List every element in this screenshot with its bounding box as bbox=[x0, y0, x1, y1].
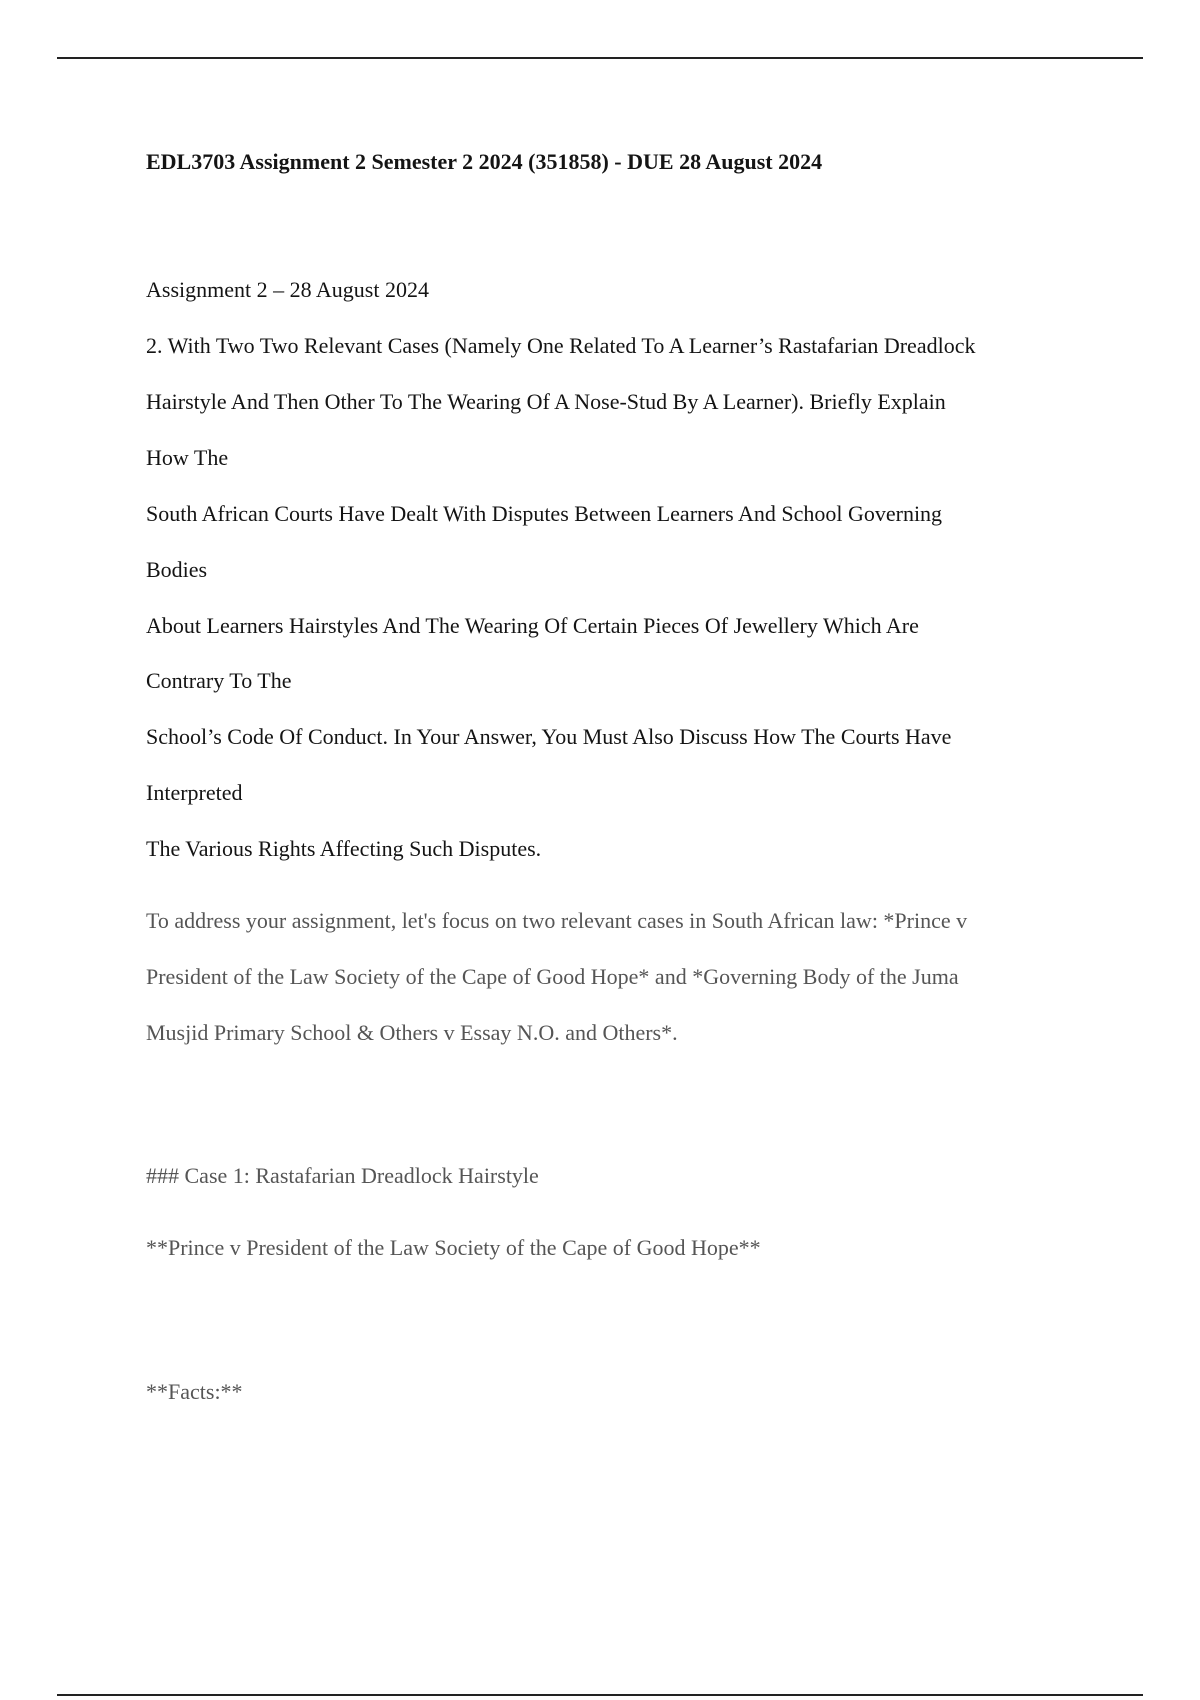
question-line: Interpreted bbox=[146, 780, 243, 805]
assignment-heading: Assignment 2 – 28 August 2024 bbox=[146, 277, 429, 302]
question-line: South African Courts Have Dealt With Disputes Between Learners And School Governing bbox=[146, 501, 943, 526]
question-line: The Various Rights Affecting Such Disputes. bbox=[146, 836, 542, 861]
top-rule bbox=[57, 57, 1143, 59]
case1-heading: ### Case 1: Rastafarian Dreadlock Hairstyle bbox=[146, 1163, 539, 1188]
question-line: How The bbox=[146, 445, 229, 470]
facts-label: **Facts:** bbox=[146, 1379, 243, 1404]
answer-intro-line: To address your assignment, let's focus on two relevant cases in South African law: *Prince v bbox=[146, 908, 968, 933]
document-title: EDL3703 Assignment 2 Semester 2 2024 (351858) - DUE 28 August 2024 bbox=[146, 149, 823, 174]
question-line: School’s Code Of Conduct. In Your Answer, You Must Also Discuss How The Courts Have bbox=[146, 724, 952, 749]
question-line: Contrary To The bbox=[146, 668, 292, 693]
answer-intro-line: President of the Law Society of the Cape of Good Hope* and *Governing Body of the Juma bbox=[146, 964, 959, 989]
question-line: Bodies bbox=[146, 557, 208, 582]
question-line: About Learners Hairstyles And The Wearing Of Certain Pieces Of Jewellery Which Are bbox=[146, 613, 919, 638]
answer-intro-line: Musjid Primary School & Others v Essay N.O. and Others*. bbox=[146, 1020, 678, 1045]
case1-name: **Prince v President of the Law Society of the Cape of Good Hope** bbox=[146, 1235, 761, 1260]
question-line: 2. With Two Two Relevant Cases (Namely One Related To A Learner’s Rastafarian Dreadlock bbox=[146, 333, 976, 358]
bottom-rule bbox=[57, 1694, 1143, 1696]
question-line: Hairstyle And Then Other To The Wearing Of A Nose-Stud By A Learner). Briefly Explain bbox=[146, 389, 946, 414]
